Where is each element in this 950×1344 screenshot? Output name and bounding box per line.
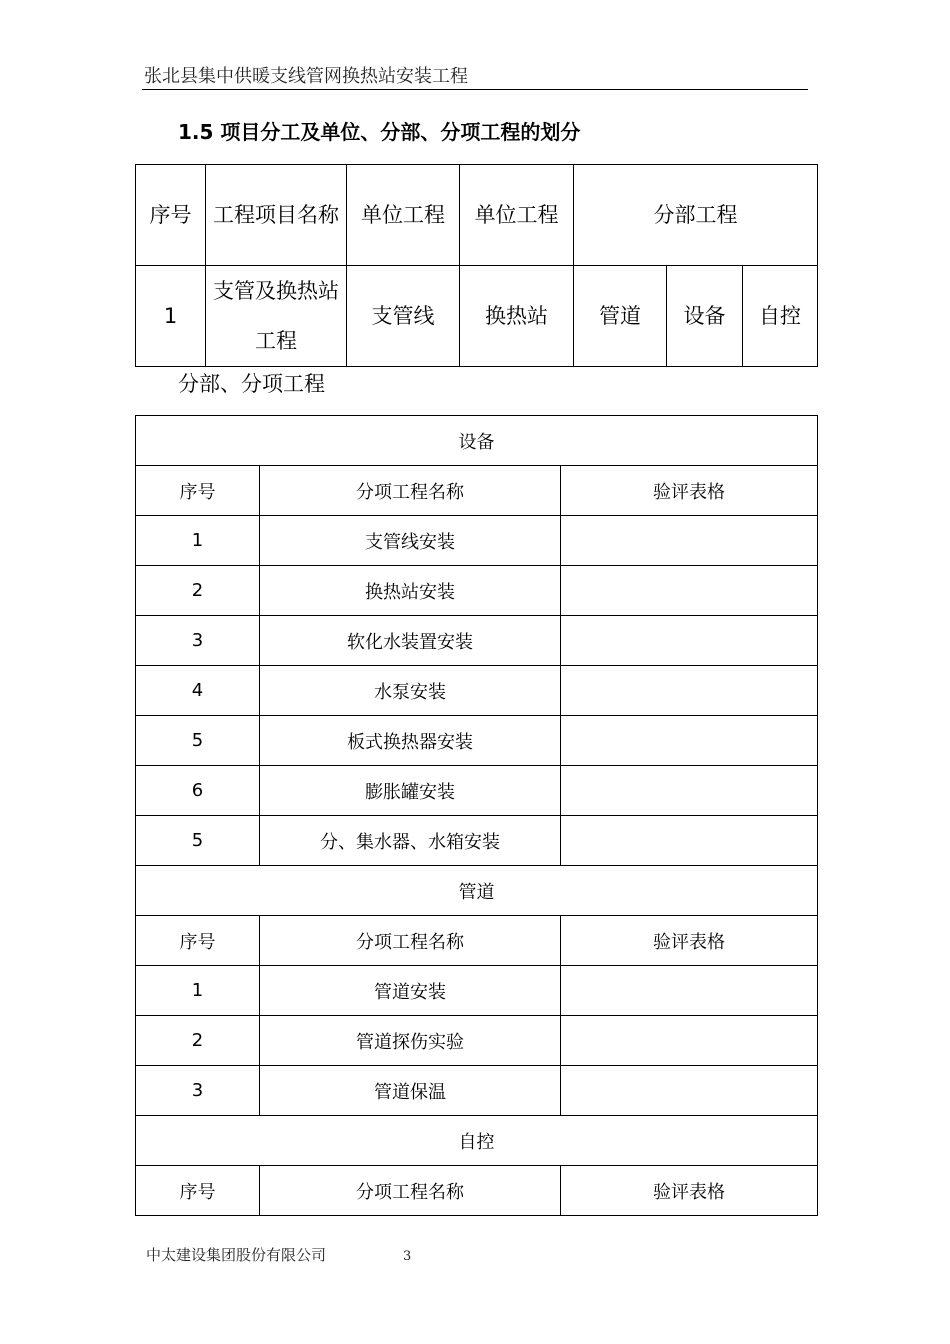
- group-name: 自控: [136, 1116, 818, 1166]
- row-index: 5: [136, 716, 260, 766]
- row-item-name: 水泵安装: [260, 666, 561, 716]
- row-item-name: 管道安装: [260, 966, 561, 1016]
- division-table-header-row: [136, 165, 818, 266]
- col-header-eval-form: 验评表格: [561, 466, 818, 516]
- row-index: 1: [136, 516, 260, 566]
- cell-auto-control: 自控: [743, 266, 818, 367]
- column-header-row: [136, 1166, 818, 1216]
- table-row: [136, 966, 818, 1016]
- group-name: 管道: [136, 866, 818, 916]
- row-index: 5: [136, 816, 260, 866]
- footer-company: 中太建设集团股份有限公司: [146, 1246, 327, 1264]
- row-index: 3: [136, 616, 260, 666]
- cell-index: 1: [136, 266, 206, 367]
- row-eval-form: [561, 816, 818, 866]
- table-row: [136, 816, 818, 866]
- sub-item-table: [135, 415, 818, 1216]
- row-eval-form: [561, 516, 818, 566]
- col-header-eval-form: 验评表格: [561, 916, 818, 966]
- cell-project-name: 支管及换热站工程: [206, 266, 347, 367]
- row-eval-form: [561, 716, 818, 766]
- page-header-title: 张北县集中供暖支线管网换热站安装工程: [144, 66, 468, 87]
- table-row: [136, 716, 818, 766]
- row-eval-form: [561, 566, 818, 616]
- row-item-name: 管道保温: [260, 1066, 561, 1116]
- row-eval-form: [561, 616, 818, 666]
- cell-pipeline: 管道: [574, 266, 667, 367]
- row-item-name: 支管线安装: [260, 516, 561, 566]
- row-eval-form: [561, 1066, 818, 1116]
- row-index: 4: [136, 666, 260, 716]
- section-title: 1.5 项目分工及单位、分部、分项工程的划分: [178, 120, 581, 144]
- group-header-equipment: [136, 416, 818, 466]
- page-number: 3: [403, 1249, 412, 1264]
- group-name: 设备: [136, 416, 818, 466]
- group-header-pipeline: [136, 866, 818, 916]
- table-row: [136, 616, 818, 666]
- header-cell-sub-division: 分部工程: [574, 165, 818, 266]
- col-header-index: 序号: [136, 466, 260, 516]
- col-header-item-name: 分项工程名称: [260, 1166, 561, 1216]
- row-item-name: 分、集水器、水箱安装: [260, 816, 561, 866]
- col-header-item-name: 分项工程名称: [260, 466, 561, 516]
- header-cell-unit-2: 单位工程: [460, 165, 574, 266]
- table-row: [136, 1066, 818, 1116]
- row-item-name: 膨胀罐安装: [260, 766, 561, 816]
- table-row: [136, 566, 818, 616]
- row-index: 6: [136, 766, 260, 816]
- row-index: 2: [136, 566, 260, 616]
- row-item-name: 管道探伤实验: [260, 1016, 561, 1066]
- division-table-row: [136, 266, 818, 367]
- row-eval-form: [561, 1016, 818, 1066]
- group-header-auto-control: [136, 1116, 818, 1166]
- table-row: [136, 1016, 818, 1066]
- row-item-name: 换热站安装: [260, 566, 561, 616]
- col-header-index: 序号: [136, 916, 260, 966]
- row-eval-form: [561, 766, 818, 816]
- cell-unit-heat-station: 换热站: [460, 266, 574, 367]
- row-index: 2: [136, 1016, 260, 1066]
- header-cell-index: 序号: [136, 165, 206, 266]
- subsection-title: 分部、分项工程: [178, 372, 325, 396]
- column-header-row: [136, 466, 818, 516]
- table-row: [136, 516, 818, 566]
- header-cell-project-name: 工程项目名称: [206, 165, 347, 266]
- division-table: [135, 164, 818, 367]
- table-row: [136, 766, 818, 816]
- header-divider: [142, 89, 808, 90]
- cell-equipment: 设备: [667, 266, 743, 367]
- row-index: 3: [136, 1066, 260, 1116]
- col-header-index: 序号: [136, 1166, 260, 1216]
- row-index: 1: [136, 966, 260, 1016]
- row-eval-form: [561, 966, 818, 1016]
- header-cell-unit-1: 单位工程: [347, 165, 460, 266]
- row-item-name: 板式换热器安装: [260, 716, 561, 766]
- col-header-eval-form: 验评表格: [561, 1166, 818, 1216]
- col-header-item-name: 分项工程名称: [260, 916, 561, 966]
- row-item-name: 软化水装置安装: [260, 616, 561, 666]
- column-header-row: [136, 916, 818, 966]
- cell-unit-branch-line: 支管线: [347, 266, 460, 367]
- row-eval-form: [561, 666, 818, 716]
- table-row: [136, 666, 818, 716]
